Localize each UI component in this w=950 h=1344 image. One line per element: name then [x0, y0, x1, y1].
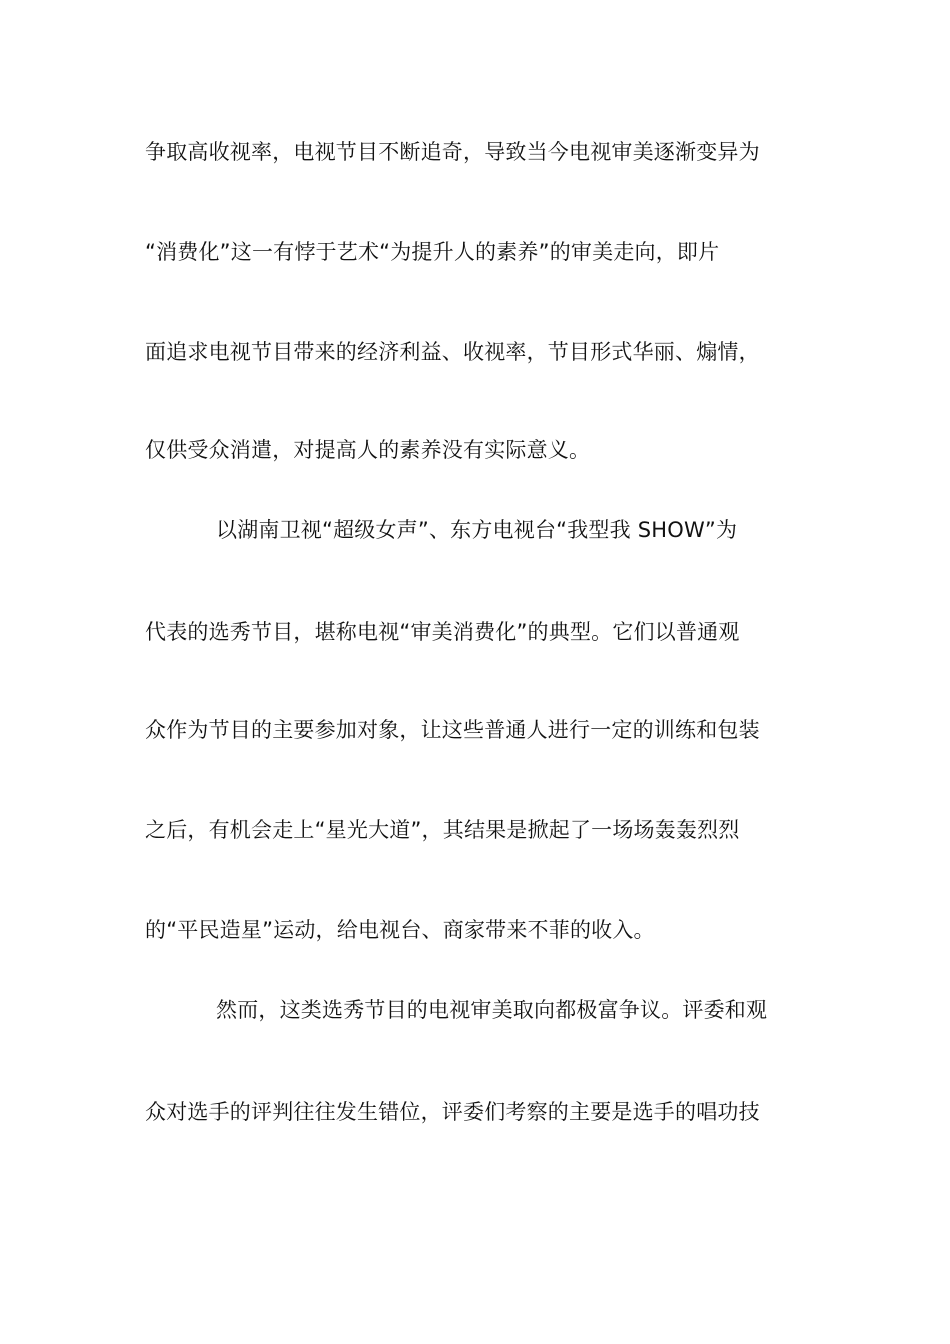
text-line-2: “消费化”这一有悖于艺术“为提升人的素养”的审美走向，即片 — [145, 240, 720, 264]
text-line-11: 众对选手的评判往往发生错位，评委们考察的主要是选手的唱功技 — [145, 1100, 760, 1124]
paragraph-2-line-1: 以湖南卫视“超级女声”、东方电视台“我型我 SHOW”为 — [216, 518, 738, 542]
text-line-3: 面追求电视节目带来的经济利益、收视率，节目形式华丽、煽情， — [145, 340, 760, 364]
paragraph-3-line-1: 然而，这类选秀节目的电视审美取向都极富争议。评委和观 — [216, 998, 768, 1022]
text-line-6: 代表的选秀节目，堪称电视“审美消费化”的典型。它们以普通观 — [145, 620, 740, 644]
text-line-1: 争取高收视率，电视节目不断追奇，导致当今电视审美逐渐变异为 — [145, 140, 760, 164]
text-line-4: 仅供受众消遣，对提高人的素养没有实际意义。 — [145, 438, 591, 462]
text-line-8: 之后，有机会走上“星光大道”，其结果是掀起了一场场轰轰烈烈 — [145, 818, 740, 842]
text-line-7: 众作为节目的主要参加对象，让这些普通人进行一定的训练和包装 — [145, 718, 760, 742]
text-line-9: 的“平民造星”运动，给电视台、商家带来不菲的收入。 — [145, 918, 655, 942]
